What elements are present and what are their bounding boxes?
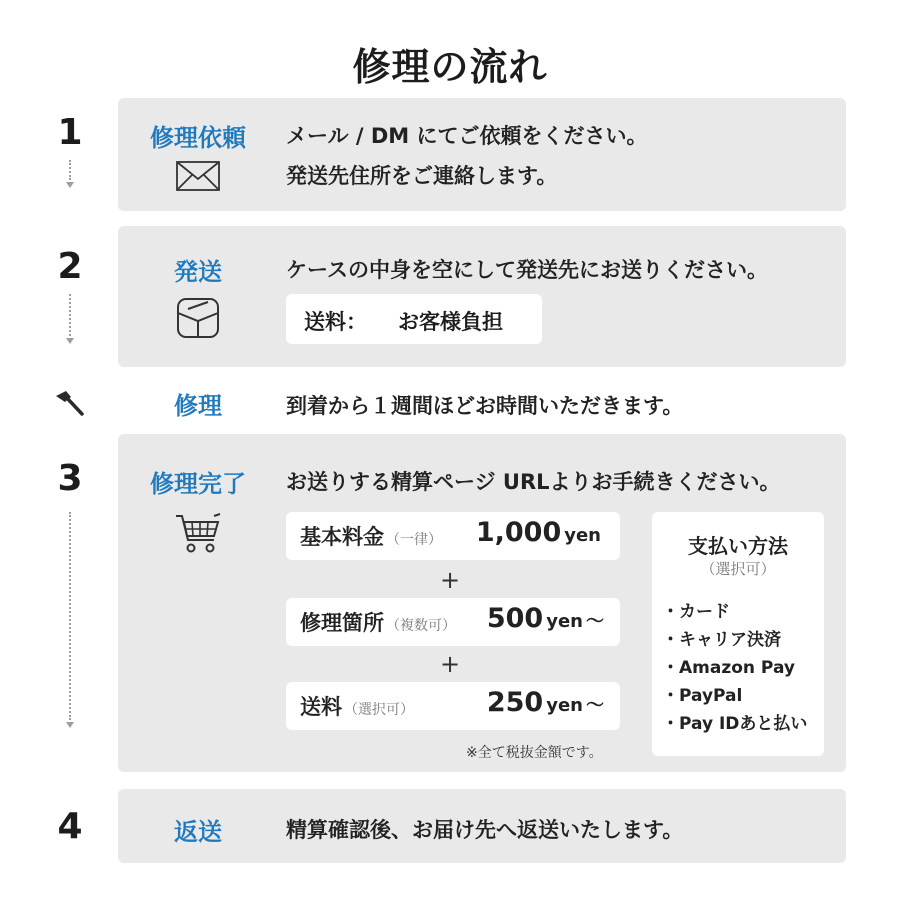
page-title: 修理の流れ <box>352 45 548 89</box>
payment-method-list <box>666 598 807 738</box>
step-3-label: 修理完了 <box>150 470 246 498</box>
step-2-arrow-icon <box>66 338 74 344</box>
step-3-line-1: お送りする精算ページ URLよりお手続きください。 <box>286 470 781 494</box>
fee-row <box>286 598 620 646</box>
step-3-connector <box>69 512 71 720</box>
fee-amount-value: 500 <box>486 603 544 634</box>
step-2-label: 発送 <box>174 258 222 286</box>
step-1-line-2: 発送先住所をご連絡します。 <box>286 164 558 188</box>
payment-methods-box <box>652 512 824 756</box>
fee-unit: yen <box>564 525 601 546</box>
box-icon <box>175 296 221 344</box>
shipping-cost-value: お客様負担 <box>398 310 503 334</box>
fee-amount <box>476 517 604 548</box>
payment-subtitle: （選択可） <box>700 560 776 578</box>
fee-name <box>300 521 442 551</box>
payment-title: 支払い方法 <box>688 534 788 558</box>
step-4-number: 4 <box>57 806 83 847</box>
payment-method: ・ Pay IDあと払い <box>666 710 807 738</box>
repair-label: 修理 <box>174 392 222 420</box>
fee-unit: yen <box>546 611 583 632</box>
fee-unit: yen <box>546 695 583 716</box>
step-2-number: 2 <box>57 246 83 287</box>
payment-method: ・ キャリア決済 <box>666 626 807 654</box>
fee-amount-value: 1,000 <box>475 517 562 548</box>
step-1-number: 1 <box>57 112 83 153</box>
fee-suffix: 〜 <box>586 695 604 716</box>
step-1-arrow-icon <box>66 182 74 188</box>
fee-row <box>286 512 620 560</box>
fee-note: （選択可） <box>344 702 414 718</box>
step-4-label: 返送 <box>174 818 222 846</box>
step-3-arrow-icon <box>66 722 74 728</box>
fee-name-text: 基本料金 <box>300 525 384 549</box>
fee-suffix: 〜 <box>586 611 604 632</box>
fee-name <box>300 607 456 637</box>
fee-name-text: 送料 <box>300 695 342 719</box>
step-1-connector <box>69 160 71 180</box>
fee-name <box>300 691 414 721</box>
shipping-cost-label: 送料： <box>304 310 367 334</box>
hammer-icon <box>54 388 88 422</box>
payment-method: ・ PayPal <box>666 682 807 710</box>
payment-method: ・ カード <box>666 598 807 626</box>
plus-sign: + <box>439 650 461 678</box>
step-1-label: 修理依頼 <box>150 124 246 152</box>
step-3-number: 3 <box>57 458 83 499</box>
step-2-connector <box>69 294 71 336</box>
fee-row <box>286 682 620 730</box>
plus-sign: + <box>439 566 461 594</box>
fee-name-text: 修理箇所 <box>300 611 384 635</box>
shipping-cost-box <box>286 294 542 344</box>
payment-method: ・ Amazon Pay <box>666 654 807 682</box>
cart-icon <box>174 510 222 558</box>
fee-amount <box>487 687 604 718</box>
fee-note: （複数可） <box>386 618 456 634</box>
step-1-line-1: メール / DM にてご依頼をください。 <box>286 124 648 148</box>
repair-line-1: 到着から１週間ほどお時間いただきます。 <box>286 394 684 418</box>
step-4-line-1: 精算確認後、お届け先へ返送いたします。 <box>286 818 684 842</box>
step-1-card <box>118 98 846 211</box>
fee-note: （一律） <box>386 532 442 548</box>
fee-amount <box>487 603 604 634</box>
tax-note: ※全て税抜金額です。 <box>466 745 603 761</box>
fee-amount-value: 250 <box>486 687 544 718</box>
step-2-line-1: ケースの中身を空にして発送先にお送りください。 <box>286 258 768 282</box>
envelope-icon <box>175 160 221 196</box>
